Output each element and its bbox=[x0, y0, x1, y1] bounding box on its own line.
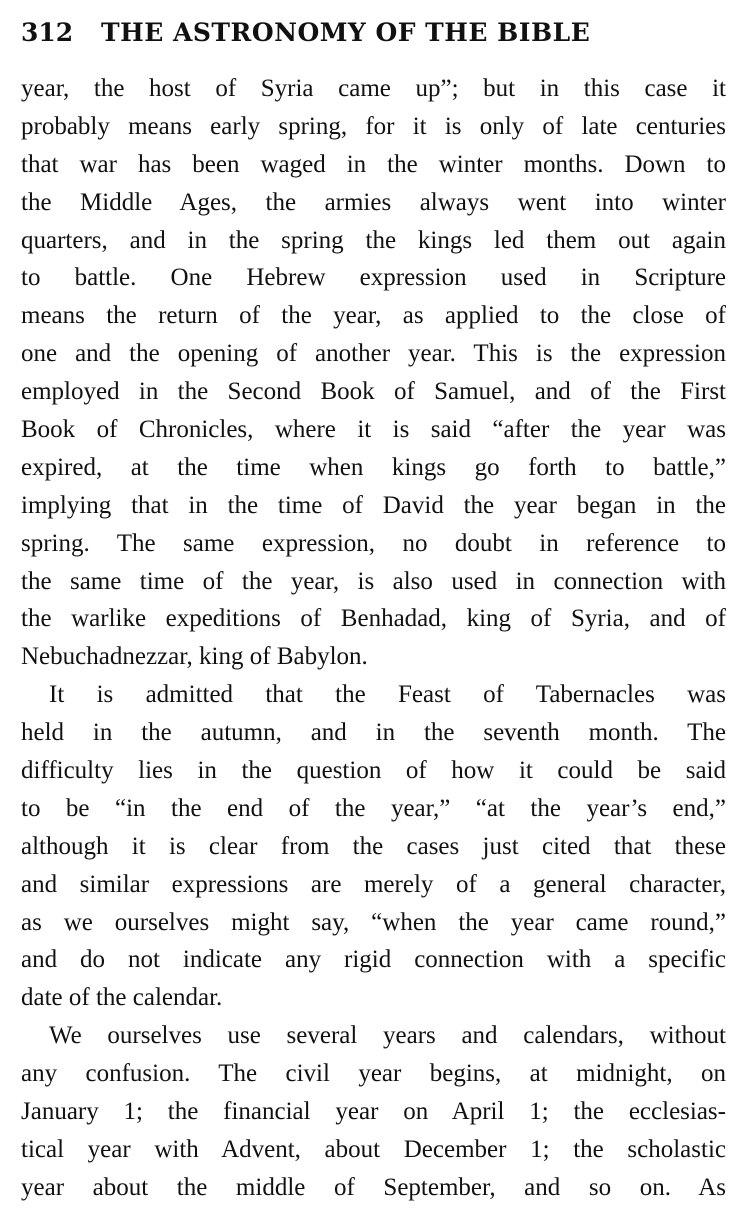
paragraph-2 bbox=[21, 676, 726, 1017]
text-line: We ourselves use several years and calendars, without bbox=[49, 1022, 726, 1050]
text-line: year about the middle of September, and so on. As bbox=[21, 1173, 726, 1201]
paragraph-3 bbox=[21, 1017, 726, 1206]
text-line: to battle. One Hebrew expression used in Scripture bbox=[21, 264, 726, 292]
text-line: the same time of the year, is also used in connection with bbox=[21, 567, 726, 595]
text-line: probably means early spring, for it is only of late centuries bbox=[21, 112, 726, 140]
text-line: spring. The same expression, no doubt in reference to bbox=[21, 529, 726, 557]
text-line: means the return of the year, as applied to the close of bbox=[21, 302, 726, 330]
text-line: tical year with Advent, about December 1; the scholastic bbox=[21, 1135, 726, 1163]
running-title: THE ASTRONOMY OF THE BIBLE bbox=[101, 18, 591, 47]
text-line: difficulty lies in the question of how it could be said bbox=[21, 757, 726, 785]
text-line: implying that in the time of David the year began in the bbox=[21, 491, 726, 519]
text-line: expired, at the time when kings go forth to battle,” bbox=[21, 453, 726, 481]
text-line: the warlike expeditions of Benhadad, king of Syria, and of bbox=[21, 605, 726, 633]
text-line: as we ourselves might say, “when the year came round,” bbox=[21, 908, 726, 936]
body-text bbox=[21, 70, 726, 1207]
text-line: year, the host of Syria came up”; but in this case it bbox=[21, 75, 726, 102]
text-line: one and the opening of another year. This is the expression bbox=[21, 340, 726, 368]
text-line: and similar expressions are merely of a general character, bbox=[21, 870, 726, 898]
text-line: date of the calendar. bbox=[21, 984, 223, 1012]
text-line: Book of Chronicles, where it is said “after the year was bbox=[21, 416, 726, 444]
text-line: that war has been waged in the winter months. Down to bbox=[21, 150, 726, 178]
text-line: held in the autumn, and in the seventh month. The bbox=[21, 719, 726, 747]
book-page bbox=[21, 18, 726, 1207]
text-line: and do not indicate any rigid connection with a specific bbox=[21, 946, 726, 974]
text-line: It is admitted that the Feast of Tabernacles was bbox=[49, 681, 726, 709]
text-line: although it is clear from the cases just cited that these bbox=[21, 832, 726, 860]
page-number: 312 bbox=[21, 18, 74, 47]
text-line: Nebuchadnezzar, king of Babylon. bbox=[21, 643, 368, 671]
text-line: January 1; the financial year on April 1; the ecclesias- bbox=[21, 1098, 726, 1126]
paragraph-1 bbox=[21, 70, 726, 676]
running-header bbox=[21, 18, 726, 56]
text-line: the Middle Ages, the armies always went into winter bbox=[21, 188, 726, 216]
text-line: employed in the Second Book of Samuel, and of the First bbox=[21, 378, 726, 406]
text-line: any confusion. The civil year begins, at midnight, on bbox=[21, 1060, 726, 1088]
text-line: quarters, and in the spring the kings led them out again bbox=[21, 226, 726, 254]
text-line: to be “in the end of the year,” “at the year’s end,” bbox=[21, 794, 726, 822]
